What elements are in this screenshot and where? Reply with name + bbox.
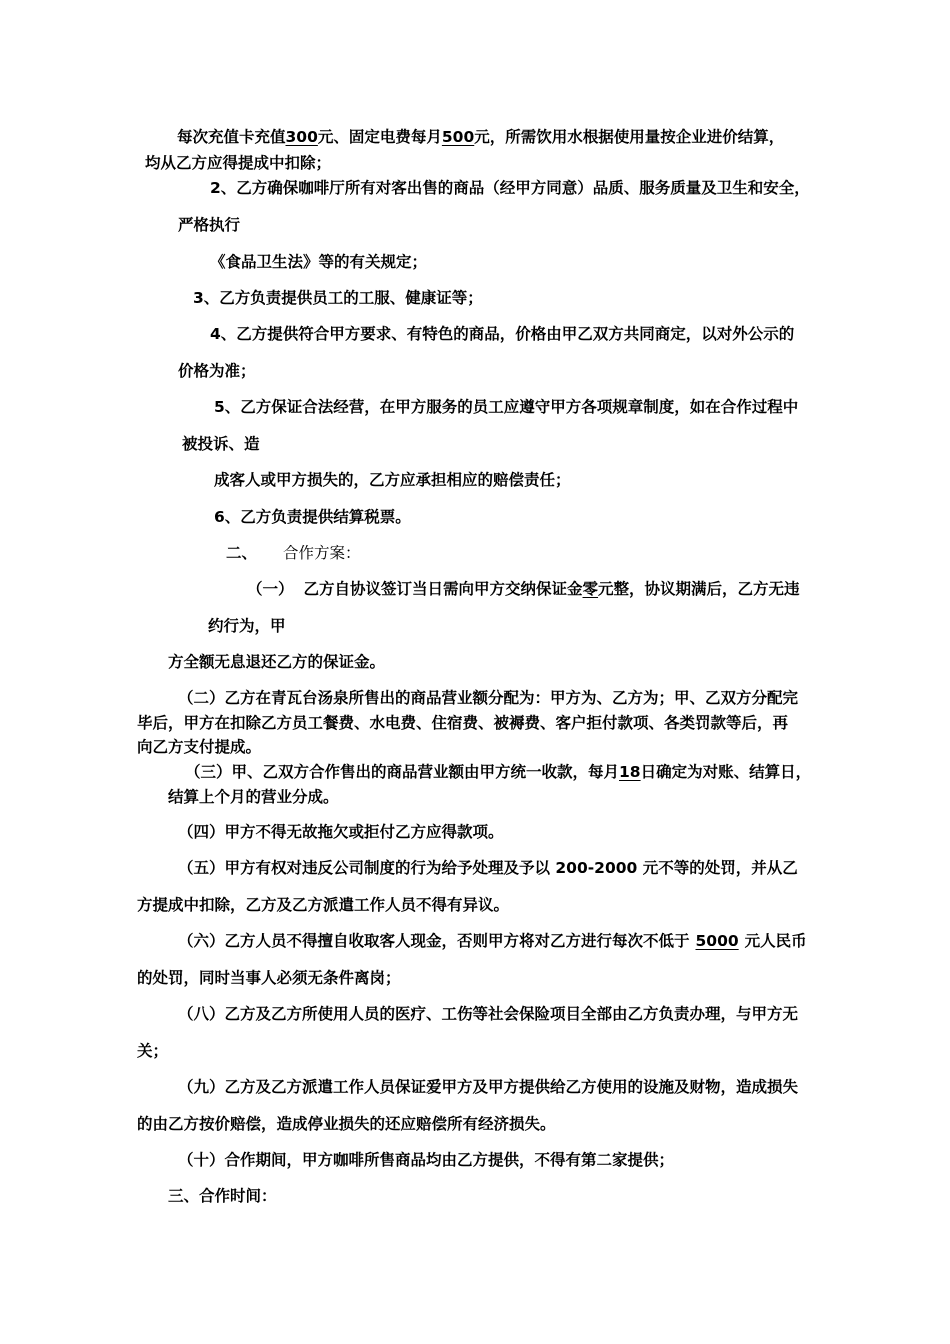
line-31: （十）合作期间，甲方咖啡所售商品均由乙方提供，不得有第二家提供； xyxy=(178,1151,675,1169)
line-6: 3、乙方负责提供员工的工服、健康证等； xyxy=(193,289,483,307)
line-3: 2、乙方确保咖啡厅所有对客出售的商品（经甲方同意）品质、服务质量及卫生和安全， xyxy=(210,179,810,197)
line-18: 毕后，甲方在扣除乙方员工餐费、水电费、住宿费、被褥费、客户拒付款项、各类罚款等后，再 xyxy=(137,714,789,732)
line-21: 结算上个月的营业分成。 xyxy=(168,788,339,806)
line-12: 6、乙方负责提供结算税票。 xyxy=(214,508,411,526)
line-29: （九）乙方及乙方派遣工作人员保证爱甲方及甲方提供给乙方使用的设施及财物，造成损失 xyxy=(178,1078,799,1096)
line-27: （八）乙方及乙方所使用人员的医疗、工伤等社会保险项目全部由乙方负责办理，与甲方无 xyxy=(178,1005,799,1023)
line-5: 《食品卫生法》等的有关规定； xyxy=(210,253,428,271)
line-4: 严格执行 xyxy=(178,216,241,234)
line-11: 成客人或甲方损失的，乙方应承担相应的赔偿责任； xyxy=(214,471,571,489)
line-2: 均从乙方应得提成中扣除； xyxy=(145,154,332,172)
line-25: （六）乙方人员不得擅自收取客人现金，否则甲方将对乙方进行每次不低于 5000 元人民币 xyxy=(178,932,807,950)
settlement-day: 18 xyxy=(619,763,641,781)
line-30: 的由乙方按价赔偿，造成停业损失的还应赔偿所有经济损失。 xyxy=(137,1115,556,1133)
line-20: （三）甲、乙双方合作售出的商品营业额由甲方统一收款，每月18日确定为对账、结算日， xyxy=(185,763,812,781)
deposit-amount: 零 xyxy=(582,580,599,598)
line-28: 关； xyxy=(137,1042,169,1060)
line-24: 方提成中扣除，乙方及乙方派遣工作人员不得有异议。 xyxy=(137,896,510,914)
line-14: （一） 乙方自协议签订当日需向甲方交纳保证金零元整，协议期满后，乙方无违 xyxy=(247,580,800,598)
line-1: 每次充值卡充值300元、固定电费每月500元，所需饮用水根据使用量按企业进价结算， xyxy=(177,128,785,146)
line-10: 被投诉、造 xyxy=(182,435,260,453)
line-9: 5、乙方保证合法经营，在甲方服务的员工应遵守甲方各项规章制度，如在合作过程中 xyxy=(214,398,799,416)
line-22: （四）甲方不得无故拖欠或拒付乙方应得款项。 xyxy=(178,823,504,841)
line-8: 价格为准； xyxy=(178,362,256,380)
electricity-fee: 500 xyxy=(441,128,475,146)
line-19: 向乙方支付提成。 xyxy=(137,738,262,756)
recharge-amount: 300 xyxy=(285,128,318,146)
section-2-heading: 二、 合作方案： xyxy=(226,544,361,562)
line-16: 方全额无息退还乙方的保证金。 xyxy=(168,653,386,671)
line-7: 4、乙方提供符合甲方要求、有特色的商品，价格由甲乙双方共同商定，以对外公示的 xyxy=(210,325,795,343)
penalty-amount: 5000 xyxy=(695,932,739,950)
line-26: 的处罚，同时当事人必须无条件离岗； xyxy=(137,969,401,987)
line-17: （二）乙方在青瓦台汤泉所售出的商品营业额分配为：甲方为、乙方为；甲、乙双方分配完 xyxy=(178,689,799,707)
line-23: （五）甲方有权对违反公司制度的行为给予处理及予以 200-2000 元不等的处罚，并从乙 xyxy=(178,859,798,877)
line-15: 约行为，甲 xyxy=(208,617,286,635)
section-3-heading: 三、合作时间： xyxy=(168,1187,277,1205)
